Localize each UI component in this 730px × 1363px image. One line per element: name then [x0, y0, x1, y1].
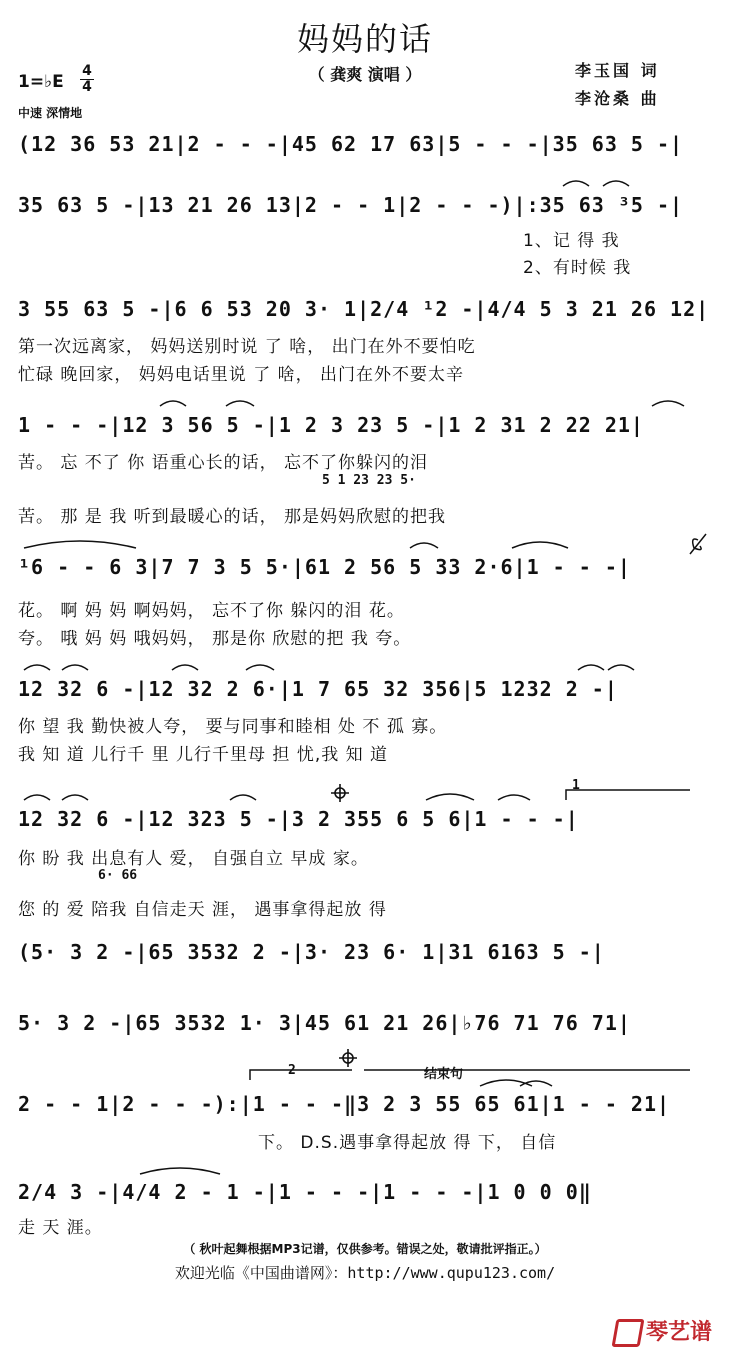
score-line-5: ¹6 - - 6 3|7 7 3 5 5·|61 2 56 5 33 2·6|1 - - -|	[18, 555, 631, 579]
time-signature: 4 4	[80, 64, 94, 95]
lyricist: 李玉国 词	[575, 61, 660, 80]
lyric-line-11: 走 天 涯。	[18, 1218, 103, 1238]
score-line-11: 2/4 3 -|4/4 2 - 1 -|1 - - -|1 - - -|1 0 0 0‖	[18, 1180, 592, 1204]
coda-icon	[331, 784, 357, 1067]
score-line-3: 3 55 63 5 -|6 6 53 20 3· 1|2/4 ¹2 -|4/4 5 3 21 26 12|	[18, 297, 710, 321]
site-link[interactable]: 欢迎光临《中国曲谱网》：http://www.qupu123.com/	[174, 1264, 556, 1282]
lyric-line-2a: 1、记 得 我	[523, 231, 620, 251]
alt-notes-7: 6· 66	[98, 868, 138, 883]
key-signature: 1=♭E	[18, 72, 64, 92]
lyric-line-7b: 您 的 爱 陪我 自信走天 涯， 遇事拿得起放 得	[18, 900, 387, 920]
score-line-10: 2 - - 1|2 - - -):|1 - - -‖3 2 3 55 65 61|1 - - 21|	[18, 1092, 671, 1116]
lyric-line-2b: 2、有时候 我	[523, 258, 632, 278]
transcriber-note: （ 秋叶起舞根据MP3记谱，仅供参考。错误之处，敬请批评指正。）	[183, 1242, 547, 1256]
lyric-line-4b: 苦。 那 是 我 听到最暖心的话， 那是妈妈欣慰的把我	[18, 507, 447, 527]
volta-1: 1	[572, 778, 580, 793]
composer: 李沧桑 曲	[575, 89, 660, 108]
lyric-line-7a: 你 盼 我 出息有人 爱， 自强自立 早成 家。	[18, 849, 369, 869]
segno-icon	[690, 534, 706, 554]
lyric-line-4a: 苦。 忘 不了 你 语重心长的话， 忘不了你躲闪的泪	[18, 453, 429, 473]
score-line-6: 12 32 6 -|12 32 2 6·|1 7 65 32 356|5 1232 2 -|	[18, 677, 618, 701]
tempo-marking: 中速 深情地	[18, 106, 83, 120]
score-line-2: 35 63 5 -|13 21 26 13|2 - - 1|2 - - -)|:35 63 ³5 -|	[18, 193, 684, 217]
lyric-line-3b: 忙碌 晚回家， 妈妈电话里说 了 啥， 出门在外不要太辛	[18, 365, 465, 385]
coda-label: 结束句	[424, 1067, 464, 1082]
score-line-4: 1 - - -|12 3 56 5 -|1 2 3 23 5 -|1 2 31 2 22 21|	[18, 413, 644, 437]
alt-notes-4: 5 1 23 23 5·	[322, 473, 416, 488]
lyric-line-5b: 夸。 哦 妈 妈 哦妈妈， 那是你 欣慰的把 我 夸。	[18, 629, 412, 649]
song-title: 妈妈的话	[296, 20, 433, 58]
lyric-line-10: 下。 D.S.遇事拿得起放 得 下， 自信	[258, 1133, 557, 1153]
lyric-line-3a: 第一次远离家， 妈妈送别时说 了 啥， 出门在外不要怕吃	[18, 337, 476, 357]
lyric-line-5a: 花。 啊 妈 妈 啊妈妈， 忘不了你 躲闪的泪 花。	[18, 601, 405, 621]
score-line-1: (12 36 53 21|2 - - -|45 62 17 63|5 - - -|35 63 5 -|	[18, 132, 684, 156]
score-line-8: (5· 3 2 -|65 3532 2 -|3· 23 6· 1|31 6163 5 -|	[18, 940, 605, 964]
performer: （ 龚爽 演唱 ）	[308, 65, 422, 84]
volta-2: 2	[288, 1063, 296, 1078]
lyric-line-6a: 你 望 我 勤快被人夸， 要与同事和睦相 处 不 孤 寡。	[18, 717, 448, 737]
lyric-line-6b: 我 知 道 儿行千 里 儿行千里母 担 忧,我 知 道	[18, 745, 389, 765]
score-line-9: 5· 3 2 -|65 3532 1· 3|45 61 21 26|♭76 71 76 71|	[18, 1011, 631, 1035]
score-line-7: 12 32 6 -|12 323 5 -|3 2 355 6 5 6|1 - - -|	[18, 807, 579, 831]
logo-text: 琴艺谱	[645, 1320, 712, 1345]
